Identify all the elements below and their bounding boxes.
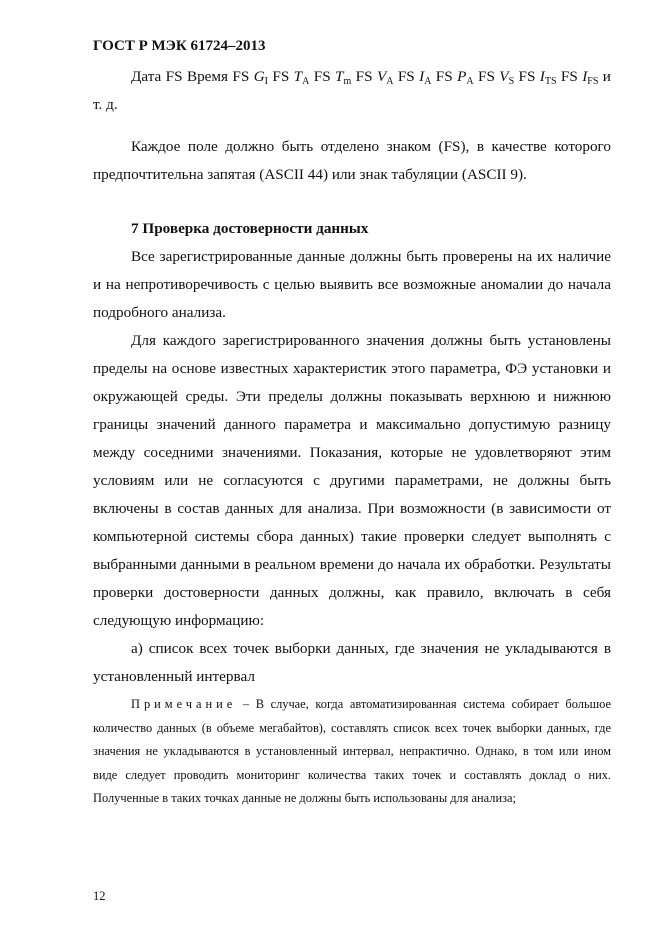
separator-paragraph: Каждое поле должно быть отделено знаком (FS), в качестве которого предпочтительна запятая (ASCII 44) или знак табуляции (ASCII 9). — [93, 138, 611, 183]
note-dash: – — [236, 697, 256, 711]
fields-text: FS — [473, 68, 500, 85]
fields-text: FS — [268, 68, 294, 85]
note-text: В случае, когда автоматизированная система собирает большое количество данных (в объеме мегабайтов), составлять список всех точек выборки данных, где значения не укладываются в установленный интервал, непрактично. Однако, в том или ином виде следует проводить мониторинг количества таких точек и составлять доклад о них. Полученные в таких точках данные не должны быть использованы для анализа; — [93, 697, 611, 805]
fields-text: FS — [556, 68, 583, 85]
field-symbol: I — [582, 68, 588, 85]
section-title: 7 Проверка достоверности данных — [131, 220, 369, 237]
field-symbol: P — [457, 68, 467, 85]
field-subscript: m — [343, 76, 352, 87]
fields-text: FS — [514, 68, 540, 85]
fields-text: FS — [351, 68, 377, 85]
field-subscript: FS — [587, 76, 599, 87]
field-subscript: TS — [544, 76, 557, 87]
field-symbol: G — [253, 68, 265, 85]
field-subscript: A — [466, 76, 474, 87]
note-paragraph — [93, 693, 611, 811]
field-symbol: V — [376, 68, 387, 85]
fields-text: Дата FS Время FS — [131, 68, 254, 85]
fields-text: FS — [393, 68, 420, 85]
fields-text: FS — [309, 68, 336, 85]
page-body — [93, 63, 611, 811]
record-fields-line — [93, 63, 611, 119]
document-header: ГОСТ Р МЭК 61724–2013 — [93, 38, 266, 54]
field-subscript: A — [386, 76, 394, 87]
field-subscript: A — [302, 76, 310, 87]
list-item-a: а) список всех точек выборки данных, где значения не укладываются в установленный интервал — [93, 640, 611, 685]
field-subscript: A — [424, 76, 432, 87]
section-paragraph-2: Для каждого зарегистрированного значения должны быть установлены пределы на основе известных характеристик этого параметра, ФЭ установки и окружающей среды. Эти пределы должны показывать верхнюю и нижнюю границы значений данного параметра и максимально допустимую разницу между соседними значениями. Показания, которые не удовлетворяют этим условиям или не согласуются с другими параметрами, не должны быть включены в состав данных для анализа. При возможности (в зависимости от компьютерной системы сбора данных) такие проверки следует выполнять с выбранными данными в реальном времени до начала их обработки. Результаты проверки достоверности данных должны, как правило, включать в себя следующую информацию: — [93, 332, 611, 629]
page-number: 12 — [93, 889, 106, 903]
field-symbol: V — [499, 68, 509, 85]
fields-text: FS — [431, 68, 458, 85]
fields-text: и т. д. — [93, 68, 611, 113]
field-symbol: T — [335, 68, 344, 85]
field-subscript: I — [264, 76, 268, 87]
field-symbol: T — [293, 68, 303, 85]
field-symbol: I — [419, 68, 425, 85]
field-symbol: I — [539, 68, 545, 85]
section-paragraph-1: Все зарегистрированные данные должны быть проверены на их наличие и на непротиворечивость с целью выявить все возможные аномалии до начала подробного анализа. — [93, 248, 611, 321]
note-label: Примечание — [131, 697, 237, 711]
field-subscript: S — [508, 76, 515, 87]
